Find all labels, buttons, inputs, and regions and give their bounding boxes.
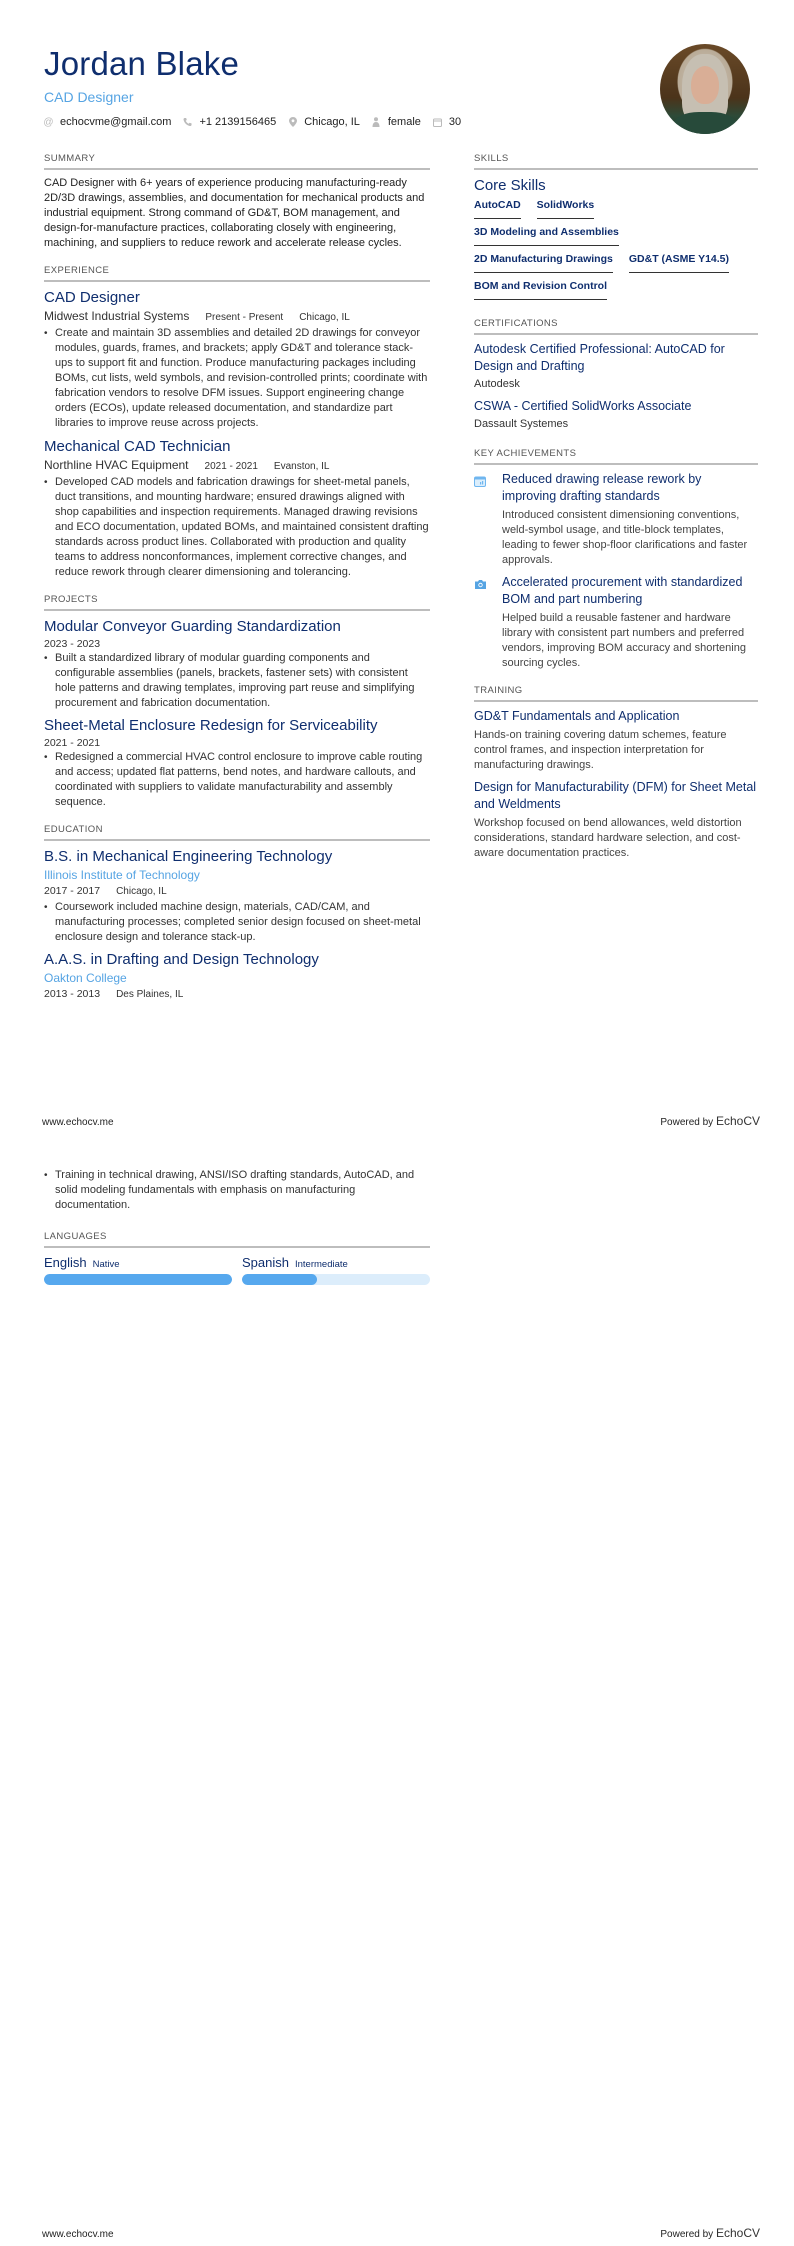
languages-section [44, 1231, 430, 1285]
contact-age: 30 [433, 116, 461, 128]
projects-section [44, 594, 430, 810]
certifications-section [474, 318, 758, 432]
skills-section [474, 153, 758, 306]
summary-section [44, 153, 430, 251]
language-name: Spanish [242, 1255, 289, 1270]
contact-location: Chicago, IL [288, 116, 360, 128]
job-title: Mechanical CAD Technician [44, 438, 231, 455]
project-title: Sheet-Metal Enclosure Redesign for Serviceability [44, 717, 378, 734]
summary-heading: SUMMARY [44, 153, 430, 170]
achievement-description: Introduced consistent dimensioning conventions, weld-symbol usage, and title-block templates, leading to fewer shop-floor clarifications and faster approvals. [502, 509, 748, 566]
training-section [474, 685, 758, 861]
camera-icon [474, 574, 502, 671]
education-location: Chicago, IL [116, 886, 167, 897]
contact-row [44, 116, 644, 128]
page-footer [42, 1114, 760, 1128]
calendar-icon [433, 117, 442, 127]
skill-tag: 2D Manufacturing Drawings [474, 252, 613, 273]
project-bullet: • Redesigned a commercial HVAC control enclosure to improve cable routing and access; updated flat patterns, bend notes, and hardware callouts, and coordinated with suppliers to validate manufacturability and assembly sequence. [44, 750, 430, 810]
phone-icon [183, 117, 192, 127]
achievement-title: Reduced drawing release rework by improving drafting standards [502, 472, 702, 503]
profile-photo [660, 44, 750, 134]
right-column [474, 153, 758, 861]
achievement-title: Accelerated procurement with standardized BOM and part numbering [502, 575, 743, 606]
skill-tag: GD&T (ASME Y14.5) [629, 252, 729, 273]
training-title: GD&T Fundamentals and Application [474, 709, 680, 723]
training-item [474, 779, 758, 861]
powered-by: Powered by EchoCV [660, 1114, 760, 1128]
job-location: Evanston, IL [273, 461, 330, 472]
language-name: English [44, 1255, 87, 1270]
school-name: Illinois Institute of Technology [44, 868, 200, 882]
language-item [44, 1254, 232, 1285]
brand-logo: EchoCV [715, 2226, 760, 2240]
experience-item [44, 288, 430, 431]
project-item [44, 617, 430, 711]
experience-item [44, 437, 430, 580]
achievements-section [474, 448, 758, 671]
job-title: CAD Designer [44, 289, 140, 306]
training-description: Hands-on training covering datum schemes, feature control frames, and inspection interpretation for manufacturing drawings. [474, 729, 727, 771]
training-item [474, 708, 758, 773]
skill-tag: SolidWorks [537, 198, 595, 219]
skill-tag: AutoCAD [474, 198, 521, 219]
certifications-heading: CERTIFICATIONS [474, 318, 758, 335]
language-level: Native [92, 1259, 120, 1270]
footer-website-link[interactable]: www.echocv.me [42, 2229, 114, 2240]
job-location: Chicago, IL [299, 312, 350, 323]
projects-heading: PROJECTS [44, 594, 430, 611]
company-name: Northline HVAC Equipment [44, 458, 189, 472]
certification-issuer: Dassault Systemes [474, 418, 569, 430]
language-item [242, 1254, 430, 1285]
experience-section [44, 265, 430, 580]
skill-group-title: Core Skills [474, 177, 546, 194]
languages-heading: LANGUAGES [44, 1231, 430, 1248]
candidate-name: Jordan Blake [44, 45, 240, 82]
education-dates: 2017 - 2017 [44, 885, 101, 897]
project-dates: 2023 - 2023 [44, 638, 101, 650]
certification-item [474, 398, 758, 432]
certification-issuer: Autodesk [474, 378, 520, 390]
project-item [44, 716, 430, 810]
education-bullet: • Coursework included machine design, materials, CAD/CAM, and manufacturing processes; completed senior design focused on sheet-metal enclosure design and tolerance stack-up. [44, 900, 430, 945]
education-dates: 2013 - 2013 [44, 988, 101, 1000]
project-title: Modular Conveyor Guarding Standardization [44, 618, 341, 635]
skill-tag: BOM and Revision Control [474, 279, 607, 300]
contact-gender: female [372, 116, 421, 128]
achievement-item [474, 471, 758, 568]
experience-heading: EXPERIENCE [44, 265, 430, 282]
achievement-item [474, 574, 758, 671]
contact-phone[interactable]: +1 2139156465 [183, 116, 276, 128]
training-heading: TRAINING [474, 685, 758, 702]
job-dates: 2021 - 2021 [204, 461, 258, 472]
achievements-heading: KEY ACHIEVEMENTS [474, 448, 758, 465]
degree-title: B.S. in Mechanical Engineering Technology [44, 848, 333, 865]
education-section [44, 824, 430, 1003]
education-item [44, 950, 430, 1003]
education-location: Des Plaines, IL [116, 989, 184, 1000]
training-title: Design for Manufacturability (DFM) for Sheet Metal and Weldments [474, 780, 757, 811]
job-bullet: • Developed CAD models and fabrication drawings for sheet-metal panels, duct transitions, and mounting hardware; ensured drawings aligned with shop capabilities and inspection requirements. Managed drawing revisions and ECO documentation, updated BOMs, and maintained consistent drafting standards across product lines. Collaborated with production and quality teams to address nonconformances, implement corrective changes, and reduce rework through clearer dimensioning and tolerancing. [44, 475, 430, 580]
achievement-description: Helped build a reusable fastener and hardware library with consistent part numbers and preferred vendors, improving BOM accuracy and shortening sourcing cycles. [502, 612, 746, 669]
project-dates: 2021 - 2021 [44, 737, 101, 749]
language-level: Intermediate [294, 1259, 348, 1270]
footer-website-link[interactable]: www.echocv.me [42, 1117, 114, 1128]
skills-heading: SKILLS [474, 153, 758, 170]
candidate-title: CAD Designer [44, 89, 134, 105]
at-icon: @ [43, 116, 54, 128]
job-bullet: • Create and maintain 3D assemblies and detailed 2D drawings for conveyor modules, guards, frames, and brackets; apply GD&T and tolerance stack-ups to support fit and function. Produce manufacturing packages including BOMs, cut lists, weld symbols, and revision-controlled prints; coordinate with fabrication vendors to resolve DFM issues. Support engineering change orders (ECOs), update released documentation, and standardize part libraries to improve reuse across projects. [44, 326, 430, 431]
company-name: Midwest Industrial Systems [44, 309, 190, 323]
training-description: Workshop focused on bend allowances, weld distortion considerations, standard hardware selection, and cost-aware documentation practices. [474, 817, 742, 859]
skill-tags [474, 198, 758, 306]
page-footer [42, 2226, 760, 2240]
powered-by: Powered by EchoCV [660, 2226, 760, 2240]
left-column [44, 153, 430, 1003]
certification-title: CSWA - Certified SolidWorks Associate [474, 399, 692, 413]
education-bullet: • Training in technical drawing, ANSI/ISO drafting standards, AutoCAD, and solid modeling fundamentals with emphasis on manufacturing documentation. [44, 1168, 430, 1213]
brand-logo: EchoCV [715, 1114, 760, 1128]
resume-header [44, 44, 644, 128]
certification-title: Autodesk Certified Professional: AutoCAD for Design and Drafting [474, 342, 725, 373]
school-name: Oakton College [44, 971, 127, 985]
location-pin-icon [288, 117, 297, 127]
project-bullet: • Built a standardized library of modular guarding components and configurable assemblies (panels, brackets, fastener sets) with consistent hole patterns and drawing templates, improving part reuse and simplifying procurement and fabrication documentation. [44, 651, 430, 711]
education-heading: EDUCATION [44, 824, 430, 841]
left-column-page-2 [44, 1168, 430, 1285]
contact-email[interactable]: @ echocvme@gmail.com [43, 116, 172, 128]
calendar-chart-icon [474, 471, 502, 568]
certification-item [474, 341, 758, 392]
language-proficiency-bar [44, 1274, 232, 1285]
language-proficiency-bar [242, 1274, 430, 1285]
job-dates: Present - Present [205, 312, 284, 323]
summary-text: CAD Designer with 6+ years of experience producing manufacturing-ready 2D/3D drawings, assemblies, and documentation for mechanical products and industrial equipment. Strong command of GD&T, BOM management, and design-for-manufacture practices, collaborating closely with engineering, machining, and suppliers to reduce rework and accelerate release cycles. [44, 177, 425, 249]
education-item [44, 847, 430, 945]
skill-tag: 3D Modeling and Assemblies [474, 225, 619, 246]
degree-title: A.A.S. in Drafting and Design Technology [44, 951, 319, 968]
person-icon [372, 117, 381, 127]
